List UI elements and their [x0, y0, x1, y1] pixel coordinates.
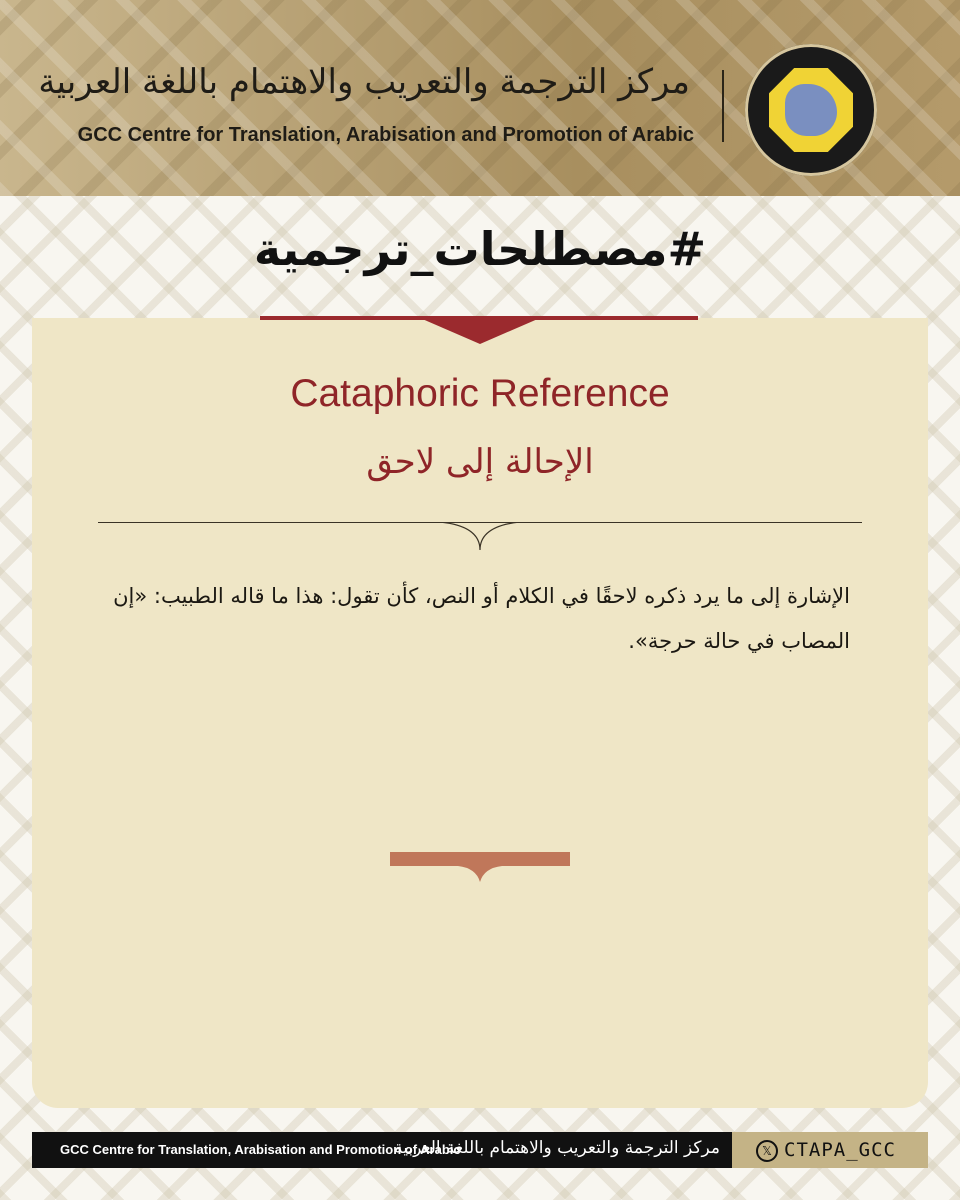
x-logo-icon[interactable]: 𝕏	[756, 1140, 778, 1162]
footer-arabic-name: مركز الترجمة والتعريب والاهتمام باللغة العربية	[394, 1138, 720, 1158]
card-top-notch	[420, 318, 540, 346]
hashtag-title: #مصطلحات_ترجمية	[253, 222, 707, 276]
header-arabic-name: مركز الترجمة والتعريب والاهتمام باللغة العربية	[38, 62, 690, 102]
term-card	[32, 318, 928, 1108]
term-arabic: الإحالة إلى لاحق	[366, 442, 594, 482]
divider-notch	[440, 522, 520, 552]
social-handle[interactable]: CTAPA_GCC	[784, 1139, 896, 1161]
definition-text: الإشارة إلى ما يرد ذكره لاحقًا في الكلام أو النص، كأن تقول: هذا ما قاله الطبيب: «إن المصاب في حالة حرجة».	[113, 584, 850, 653]
header-english-name: GCC Centre for Translation, Arabisation and Promotion of Arabic	[77, 124, 694, 146]
gcc-emblem-logo	[745, 44, 877, 176]
term-english: Cataphoric Reference	[290, 372, 670, 415]
footer-english-name: GCC Centre for Translation, Arabisation and Promotion of Arabic	[60, 1142, 461, 1157]
header-divider	[722, 70, 724, 142]
bottom-ornament	[390, 852, 570, 882]
